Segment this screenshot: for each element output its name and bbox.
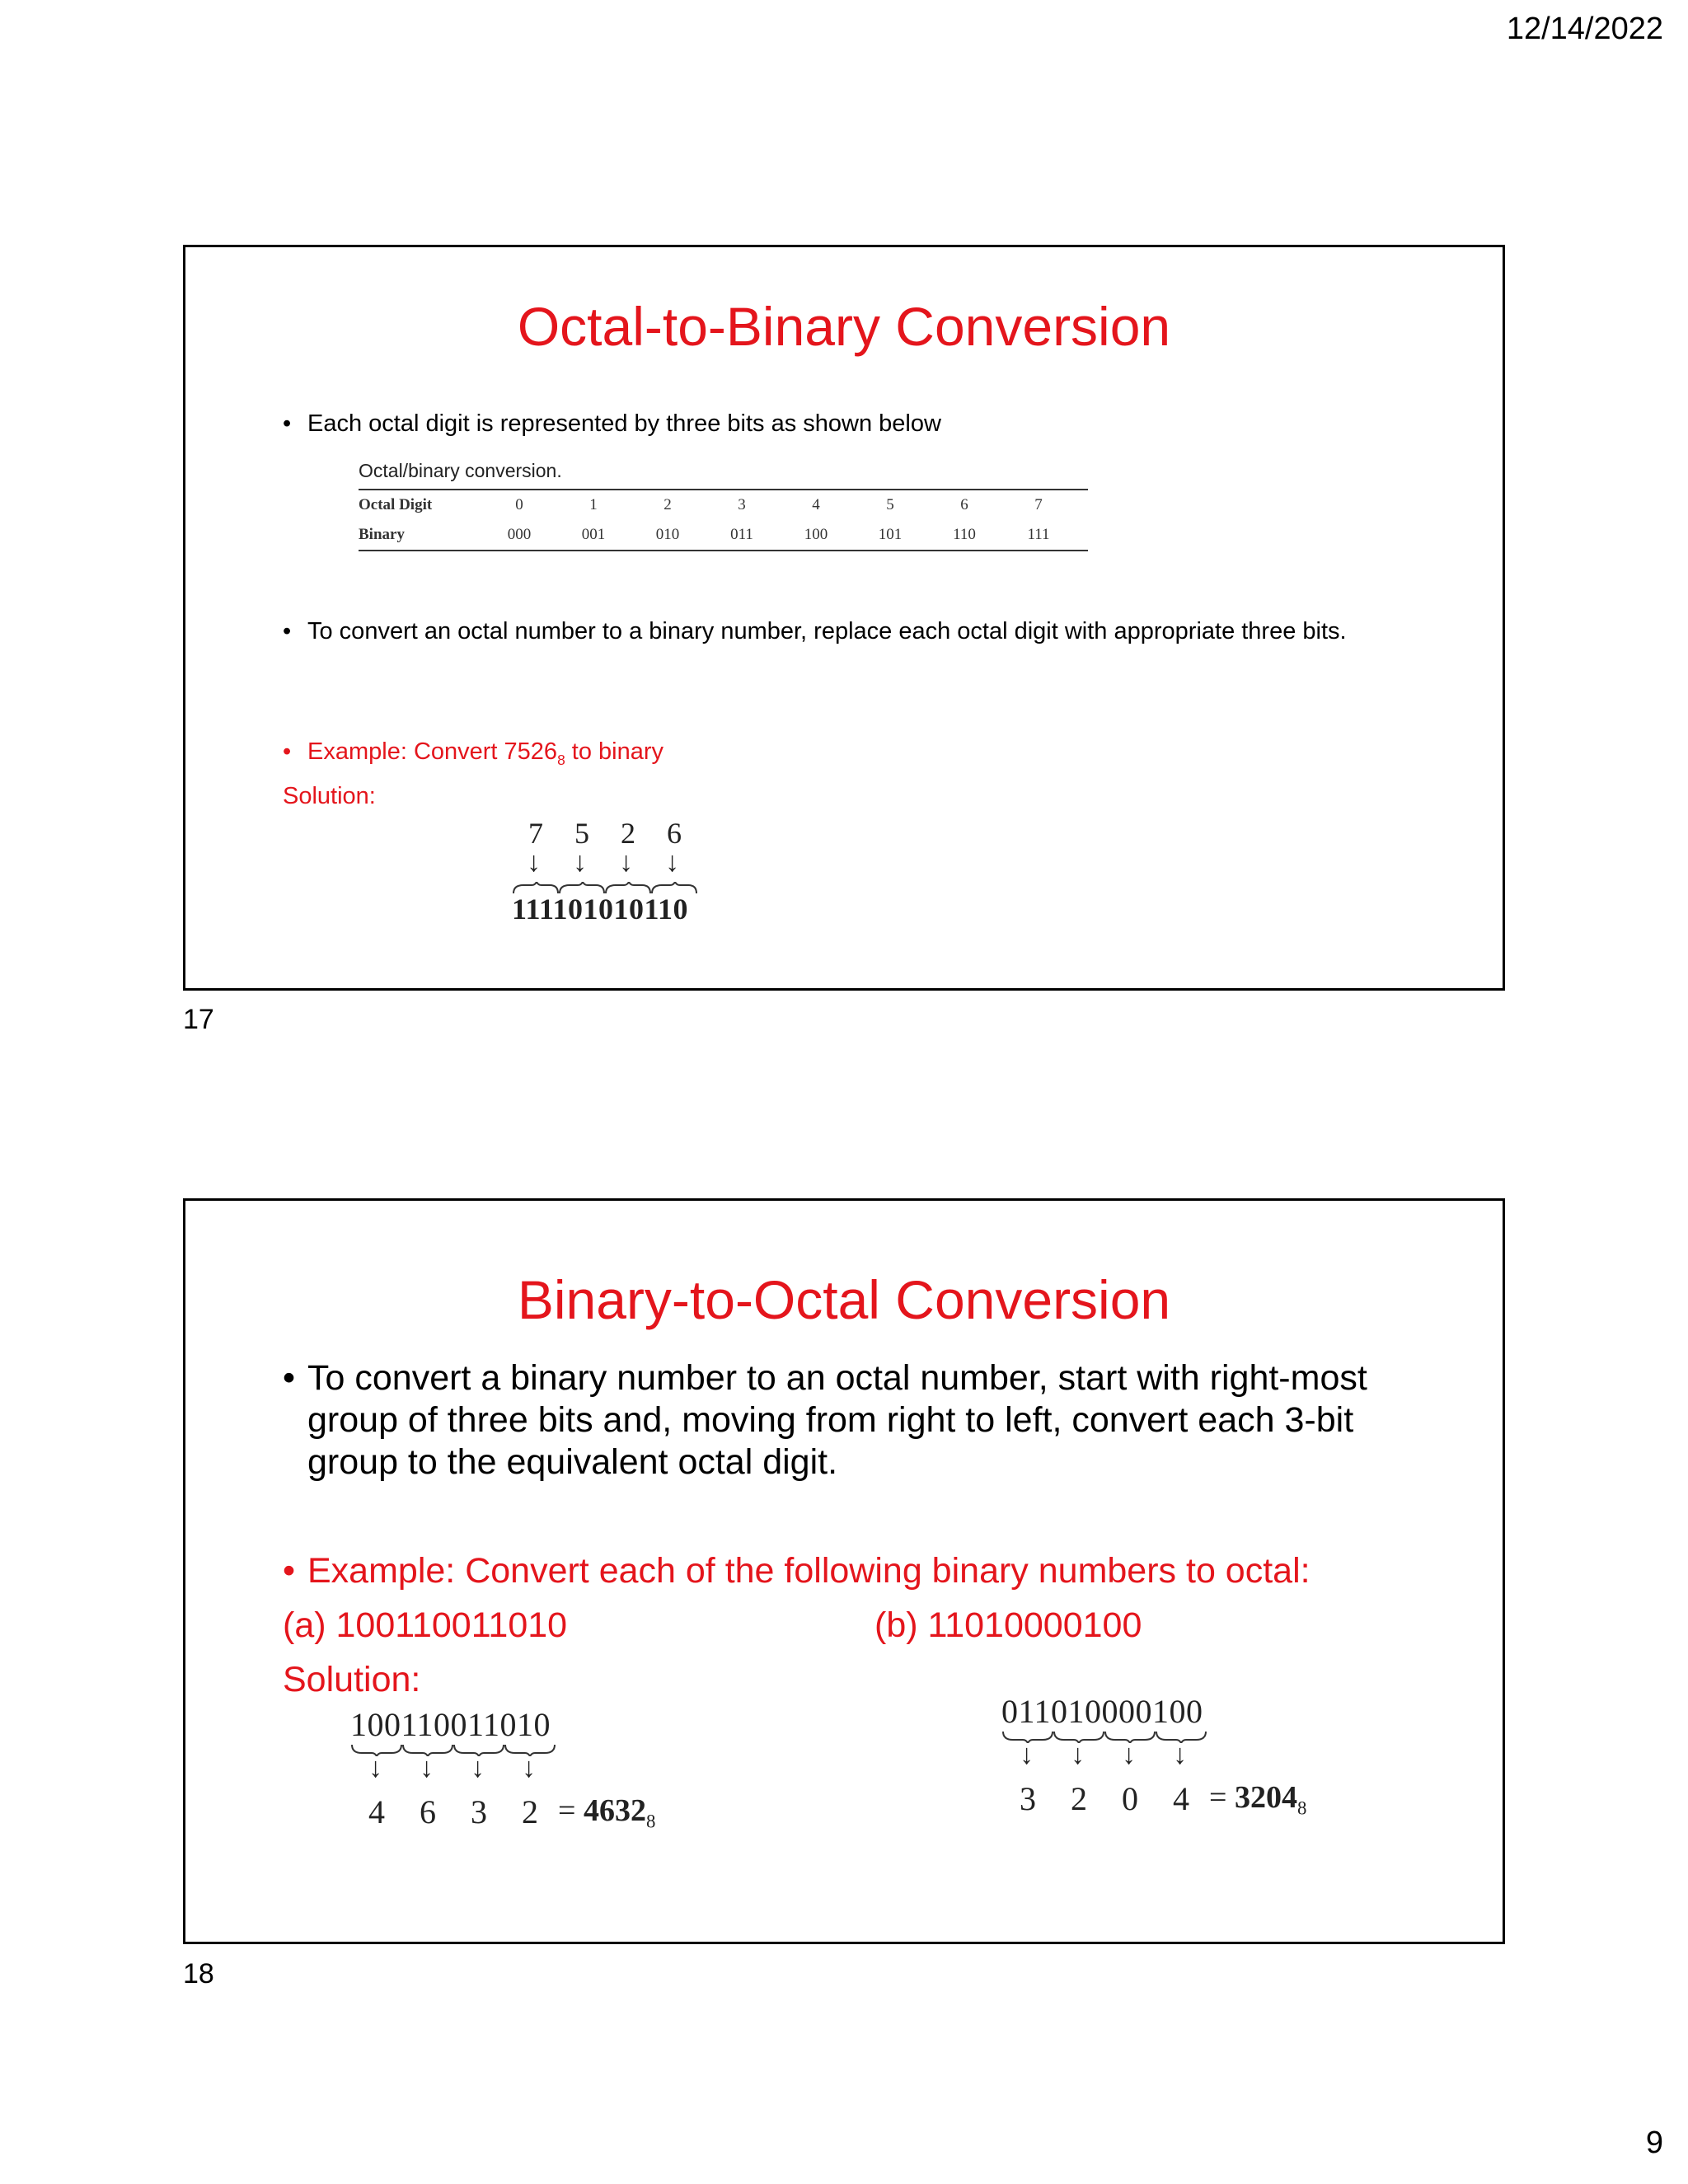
bullet-dot: • — [283, 1358, 296, 1398]
table-cell: 6 — [960, 496, 968, 513]
bullet-item — [283, 409, 1387, 438]
table-cell: 3 — [738, 496, 746, 513]
example-bullet — [283, 1550, 1387, 1592]
octal-digit: 6 — [420, 1793, 436, 1830]
down-arrow-icon: ↓ — [1173, 1740, 1187, 1770]
octal-digit: 5 — [574, 817, 589, 850]
down-arrow-icon: ↓ — [619, 847, 633, 878]
part-b-label: (b) 11010000100 — [874, 1605, 1142, 1645]
table-cell: 011 — [730, 526, 753, 543]
bullet-text: Each octal digit is represented by three bits as shown below — [307, 410, 941, 437]
octal-digit: 6 — [667, 817, 682, 850]
part-a-label: (a) 100110011010 — [283, 1605, 568, 1645]
octal-result: = $4632_8$ — [558, 1793, 656, 1832]
slide-binary-to-octal — [183, 1198, 1505, 1944]
bullet-text: To convert a binary number to an octal number, start with right-most group of three bits and, moving from right to left, convert each 3-bit group to the equivalent octal digit. — [307, 1358, 1367, 1482]
slide-number: 18 — [183, 1958, 214, 1990]
solution-label: Solution: — [283, 783, 376, 809]
binary-input: 100110011010 — [350, 1706, 551, 1743]
table-cell: 0 — [515, 496, 523, 513]
solution-label: Solution: — [283, 1660, 421, 1699]
table-cell: 010 — [655, 526, 680, 543]
octal-result: = $3204_8$ — [1209, 1780, 1307, 1819]
table-cell: 111 — [1027, 526, 1050, 543]
bullet-item — [283, 1357, 1387, 1483]
row-header: Binary — [359, 526, 405, 543]
down-arrow-icon: ↓ — [368, 1753, 382, 1783]
table-cell: 101 — [878, 526, 903, 543]
bullet-dot: • — [283, 410, 292, 437]
table-cell: 100 — [804, 526, 828, 543]
down-arrow-icon: ↓ — [420, 1753, 434, 1783]
binary-input: 011010000100 — [1001, 1693, 1203, 1730]
table-cell: 5 — [886, 496, 894, 513]
octal-digit: 3 — [1020, 1780, 1036, 1817]
bullet-dot: • — [283, 618, 292, 644]
page-number: 9 — [1645, 2125, 1663, 2160]
octal-digit: 2 — [522, 1793, 538, 1830]
print-date: 12/14/2022 — [1506, 12, 1663, 46]
table-cell: 000 — [507, 526, 532, 543]
octal-digit: 0 — [1122, 1780, 1138, 1817]
down-arrow-icon: ↓ — [665, 847, 679, 878]
table-cell: 2 — [663, 496, 672, 513]
octal-binary-table — [359, 460, 1088, 551]
down-arrow-icon: ↓ — [527, 847, 541, 878]
down-arrow-icon: ↓ — [573, 847, 587, 878]
table-cell: 001 — [581, 526, 606, 543]
down-arrow-icon: ↓ — [1071, 1740, 1085, 1770]
example-bullet — [283, 737, 1387, 775]
down-arrow-icon: ↓ — [1020, 1740, 1034, 1770]
octal-digit: 4 — [368, 1793, 385, 1830]
table-cell: 1 — [589, 496, 598, 513]
octal-digit: 2 — [1071, 1780, 1087, 1817]
slide-title: Octal-to-Binary Conversion — [517, 296, 1171, 357]
example-text: Example: Convert $7526_8$ to binary — [307, 738, 664, 768]
example-text: Example: Convert each of the following binary numbers to octal: — [307, 1551, 1311, 1591]
down-arrow-icon: ↓ — [522, 1753, 536, 1783]
table-caption: Octal/binary conversion. — [359, 460, 1088, 490]
table-cell: 4 — [812, 496, 820, 513]
table-cell: 110 — [953, 526, 976, 543]
table-row-binary — [359, 520, 1088, 551]
slide-number: 17 — [183, 1004, 214, 1035]
octal-digit: 3 — [471, 1793, 487, 1830]
binary-result: 111101010110 — [512, 893, 689, 926]
bullet-item — [283, 616, 1387, 646]
octal-digit: 7 — [528, 817, 543, 850]
slide-title: Binary-to-Octal Conversion — [517, 1269, 1171, 1330]
down-arrow-icon: ↓ — [1122, 1740, 1136, 1770]
bullet-dot: • — [283, 1551, 296, 1591]
octal-digit: 4 — [1173, 1780, 1189, 1817]
slide-octal-to-binary — [183, 245, 1505, 991]
table-row-octal — [359, 490, 1088, 520]
row-header: Octal Digit — [359, 496, 433, 513]
table-cell: 7 — [1034, 496, 1043, 513]
bullet-dot: • — [283, 738, 292, 765]
octal-digit: 2 — [621, 817, 635, 850]
down-arrow-icon: ↓ — [471, 1753, 485, 1783]
bullet-text: To convert an octal number to a binary number, replace each octal digit with appropriate three bits. — [307, 618, 1347, 644]
